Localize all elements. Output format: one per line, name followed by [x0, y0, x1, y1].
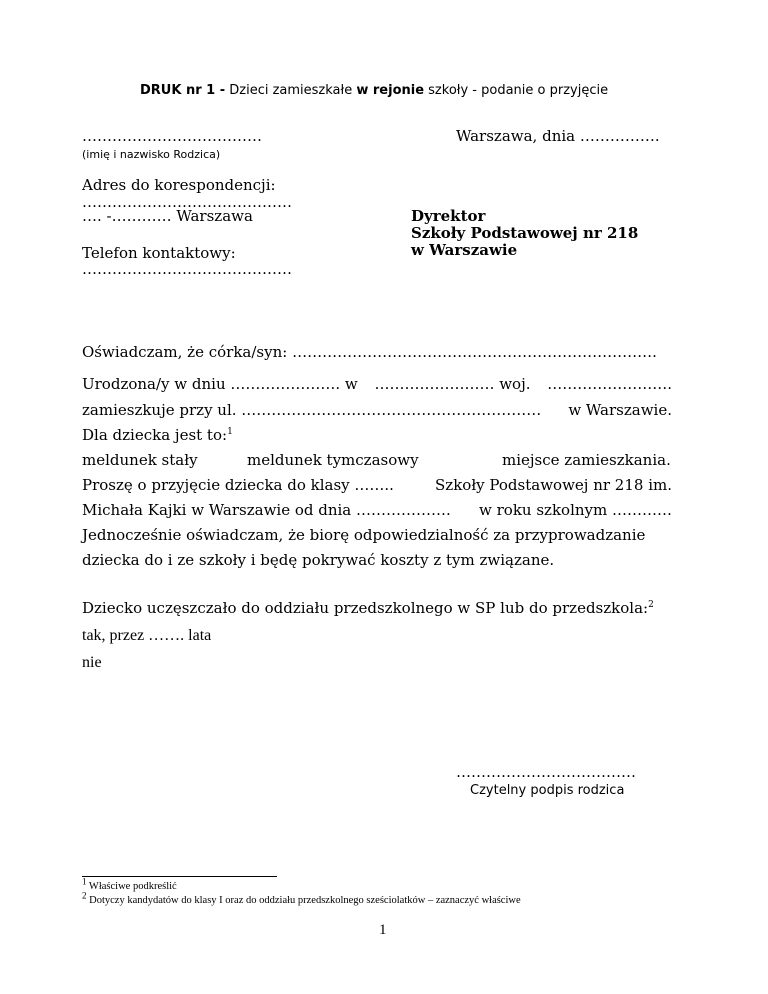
option-no — [82, 653, 102, 672]
footnote-ref-2: 2 — [648, 600, 654, 610]
option-permanent: meldunek stały — [82, 451, 198, 469]
responsibility-line-2: dziecka do i ze szkoły i będę pokrywać koszty z tym związane. — [82, 551, 555, 569]
address-row — [82, 401, 672, 419]
city-text: w Warszawie. — [568, 401, 672, 419]
option-yes-text: tak, przez ……. lata — [82, 627, 212, 644]
request-row-1 — [82, 476, 672, 494]
parent-name-dots: ……………………………… — [82, 127, 262, 145]
preschool-question — [82, 599, 654, 617]
footnote-1 — [82, 876, 177, 892]
option-temporary: meldunek tymczasowy — [247, 451, 419, 469]
phone-dots: …………………………………… — [82, 260, 292, 278]
recipient-line-1: Dyrektor — [411, 207, 486, 225]
footnote-1-text: Właściwe podkreślić — [86, 881, 177, 892]
footnote-2-text: Dotyczy kandydatów do klasy I oraz do oddziału przedszkolnego sześciolatków – zaznaczyć właściwe — [86, 895, 521, 906]
declaration-line: Oświadczam, że córka/syn: ………………………………………………………………. — [82, 343, 657, 361]
signature-caption: Czytelny podpis rodzica — [470, 783, 625, 798]
request-date-text: Michała Kajki w Warszawie od dnia ………………. — [82, 501, 451, 519]
birth-place-text: …………………… woj. — [374, 375, 531, 393]
footnote-divider — [82, 876, 277, 877]
responsibility-line-1: Jednocześnie oświadczam, że biorę odpowiedzialność za przyprowadzanie — [82, 526, 646, 544]
residence-type-label — [82, 426, 233, 444]
option-residence: miejsce zamieszkania. — [502, 451, 671, 469]
option-yes — [82, 626, 211, 645]
recipient-line-2: Szkoły Podstawowej nr 218 — [411, 224, 639, 242]
parent-name-caption: (imię i nazwisko Rodzica) — [82, 148, 221, 161]
preschool-text: Dziecko uczęszczało do oddziału przedszkolnego w SP lub do przedszkola: — [82, 599, 649, 617]
address-line-1: …………………………………… — [82, 193, 292, 211]
address-line-2: …. -………… Warszawa — [82, 207, 253, 225]
footnote-2 — [82, 890, 521, 906]
birth-row — [82, 375, 672, 393]
document-title — [140, 83, 608, 98]
birth-date-text: Urodzona/y w dniu …………………. w — [82, 375, 358, 393]
title-text-1: Dzieci zamieszkałe — [225, 83, 357, 98]
footnote-1-number: 1 — [82, 876, 87, 887]
street-text: zamieszkuje przy ul. …………………………………………………… — [82, 401, 542, 419]
date-line: Warszawa, dnia ……………. — [456, 127, 660, 145]
request-class-text: Proszę o przyjęcie dziecka do klasy …….. — [82, 476, 394, 494]
title-bold-2: w rejonie — [356, 83, 425, 98]
footnote-ref-1: 1 — [227, 427, 233, 437]
phone-label: Telefon kontaktowy: — [82, 244, 236, 262]
title-bold-1: DRUK nr 1 - — [140, 83, 226, 98]
birth-province-text: ……………………. — [547, 375, 672, 393]
residence-type-text: Dla dziecka jest to: — [82, 426, 228, 444]
recipient-line-3: w Warszawie — [411, 241, 518, 259]
recipient — [411, 208, 638, 259]
title-text-2: szkoły - podanie o przyjęcie — [424, 83, 609, 98]
footnote-2-number: 2 — [82, 890, 87, 901]
request-school-text: Szkoły Podstawowej nr 218 im. — [435, 476, 672, 494]
address-label: Adres do korespondencji: — [82, 176, 276, 194]
request-year-text: w roku szkolnym ………… — [479, 501, 672, 519]
page-number: 1 — [379, 922, 387, 938]
option-no-text: nie — [82, 654, 102, 671]
request-row-2 — [82, 501, 672, 519]
signature-dots: ……………………………… — [456, 763, 636, 781]
